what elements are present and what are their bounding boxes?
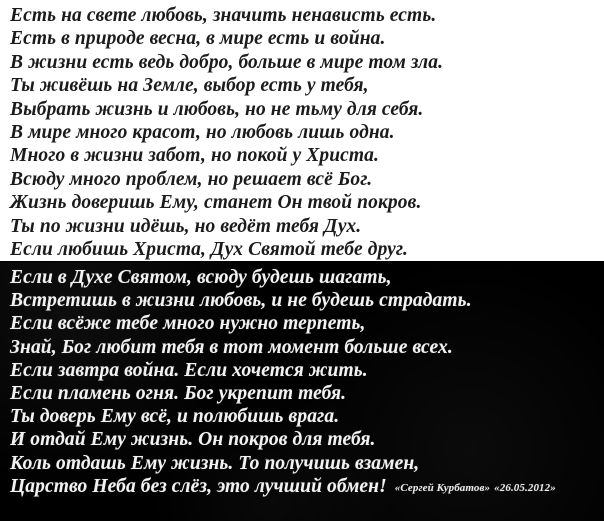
poem-line: Встретишь в жизни любовь, и не будешь страдать. [10,290,472,312]
poem-line: Коль отдашь Ему жизнь. То получишь взамен, [10,452,420,474]
poem-line: Царство Неба без слёз, это лучший обмен! [10,475,387,497]
poem-line: Жизнь доверишь Ему, станет Он твой покров. [10,192,422,214]
poem-line: Ты живёшь на Земле, выбор есть у тебя, [10,75,369,97]
poem-line: В жизни есть ведь добро, больше в мире том зла. [10,51,444,73]
poem-line: Ты доверь Ему всё, и полюбишь врага. [10,406,340,428]
poem-line: Выбрать жизнь и любовь, но не тьму для себя. [10,98,424,120]
poem-line: И отдай Ему жизнь. Он покров для тебя. [10,429,376,451]
author-signature: «Сергей Курбатов» [394,481,491,494]
poem-line: Всюду много проблем, но решает всё Бог. [10,168,373,190]
poem-line: Знай, Бог любит тебя в тот момент больше всех. [10,336,453,358]
poem-line: Если в Духе Святом, всюду будешь шагать, [10,267,392,288]
poem-line: Если завтра война. Если хочется жить. [10,359,368,381]
poem-line: Есть на свете любовь, значить ненависть есть. [10,5,437,26]
poem-line: Если пламень огня. Бог укрепит тебя. [10,383,347,405]
poem-line: В мире много красот, но любовь лишь одна. [10,122,395,144]
signature-date: «26.05.2012» [494,481,556,494]
poem-line: Ты по жизни идёшь, но ведёт тебя Дух. [10,215,362,237]
poem-line: Много в жизни забот, но покой у Христа. [10,145,380,167]
poem-line: Если любишь Христа, Дух Святой тебе друг. [10,239,408,261]
poem-line: Если всёже тебе много нужно терпеть, [10,313,366,335]
poem-line: Есть в природе весна, в мире есть и война. [10,28,386,50]
poem-line-with-signature [0,475,604,501]
bottom-stanza-panel [0,262,604,521]
